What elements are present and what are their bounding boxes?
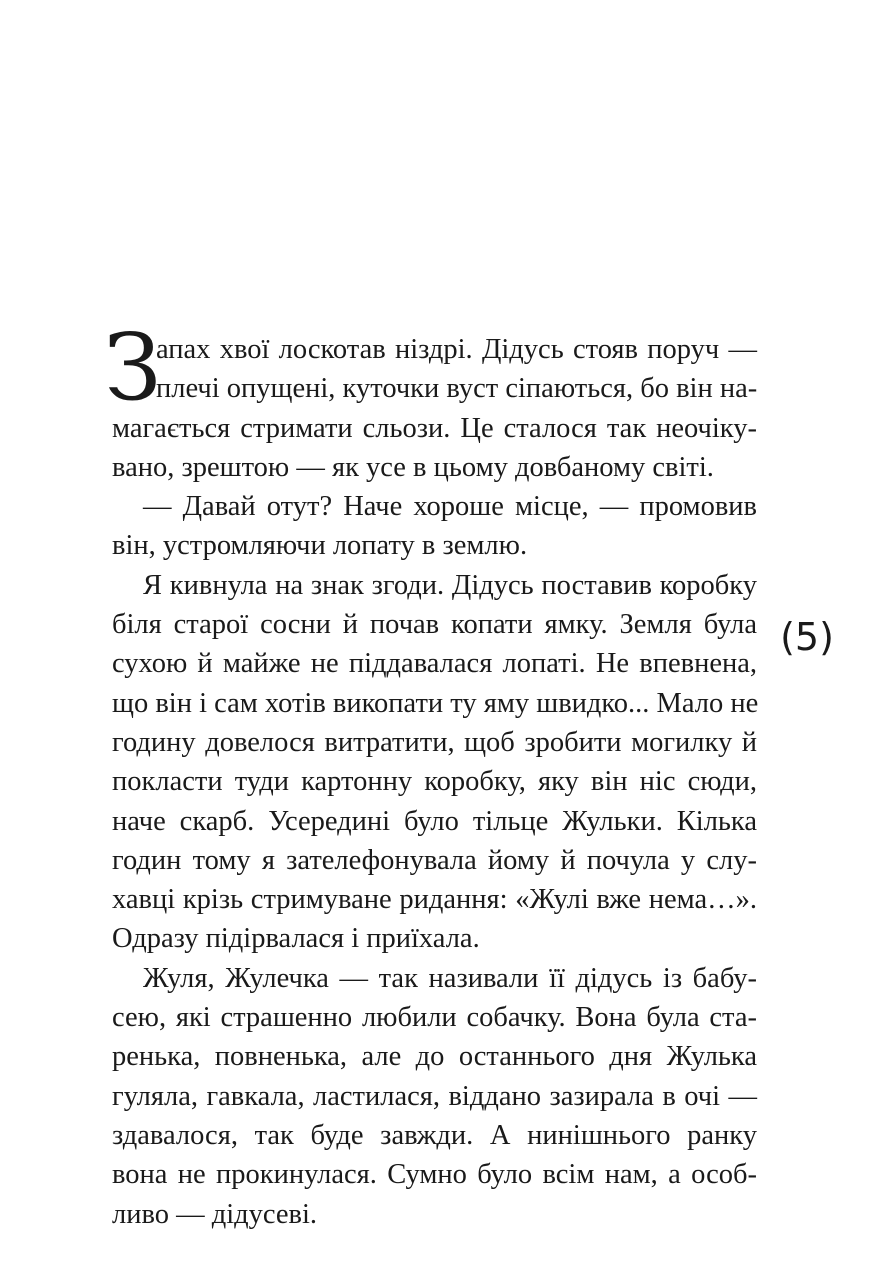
text-line: гуляла, гавкала, ластилася, віддано зазирала в очі —	[112, 1080, 757, 1112]
text-line: ренька, повненька, але до останнього дня Жулька	[112, 1041, 757, 1073]
body-text	[112, 330, 757, 1234]
drop-cap-letter: З	[104, 314, 162, 421]
text-line: біля старої сосни й почав копати ямку. Земля була	[112, 609, 757, 641]
text-line: магається стримати сльози. Це сталося так неочіку-	[112, 412, 757, 444]
page-number-close-paren: )	[819, 615, 834, 659]
text-line: сухою й майже не піддавалася лопаті. Не впевнена,	[112, 648, 757, 680]
text-line: Я кивнула на знак згоди. Дідусь поставив коробку	[143, 569, 757, 601]
text-line: годин тому я зателефонувала йому й почула у слу-	[112, 844, 757, 876]
text-line: покласти туди картонну коробку, яку він ніс сюди,	[112, 766, 757, 798]
page-number-open-paren: (	[780, 615, 795, 659]
page-number	[778, 612, 836, 662]
text-line: наче скарб. Усередині було тільце Жульки. Кілька	[112, 805, 757, 837]
text-line: здавалося, так буде завжди. А нинішнього ранку	[112, 1119, 757, 1151]
paragraph-3	[112, 566, 757, 959]
page-number-value: 5	[794, 615, 820, 659]
text-line: що він і сам хотів викопати ту яму швидко... Мало не	[112, 687, 759, 719]
text-line: плечі опущені, куточки вуст сіпаються, бо він на-	[156, 373, 758, 405]
paragraph-1	[112, 330, 757, 487]
paragraph-4	[112, 959, 757, 1234]
text-line: він, устромляючи лопату в землю.	[112, 530, 528, 562]
text-line: ливо — дідусеві.	[112, 1198, 318, 1230]
text-line: Одразу підірвалася і приїхала.	[112, 923, 480, 955]
paragraph-2	[112, 487, 757, 566]
text-line: апах хвої лоскотав ніздрі. Дідусь стояв поруч —	[156, 334, 757, 365]
text-line: хавці крізь стримуване ридання: «Жулі вже нема…».	[112, 884, 757, 916]
text-line: вано, зрештою — як усе в цьому довбаному світі.	[112, 451, 714, 483]
text-line: годину довелося витратити, щоб зробити могилку й	[112, 726, 757, 758]
text-line: вона не прокинулася. Сумно було всім нам, а особ-	[112, 1159, 757, 1191]
text-line: сею, які страшенно любили собачку. Вона була ста-	[112, 1002, 757, 1034]
text-line: — Давай отут? Наче хороше місце, — промовив	[143, 491, 757, 523]
text-line: Жуля, Жулечка — так називали її дідусь із бабу-	[143, 962, 757, 994]
